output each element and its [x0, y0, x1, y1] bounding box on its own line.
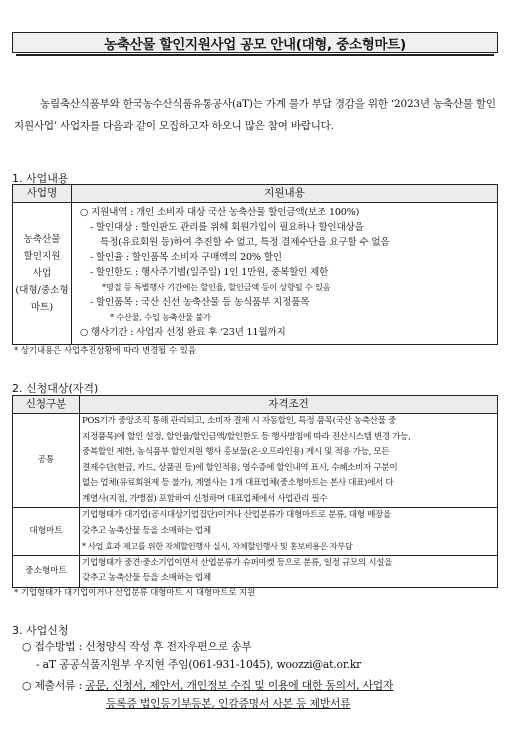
support-line: *명절 등 특별행사 기간에는 할인율, 할인금액 등이 상향될 수 있음: [102, 282, 331, 292]
col-header-support: 지원내용: [72, 185, 498, 203]
docs-label: ○ 제출서류 :: [22, 679, 86, 692]
condition-line: 갖추고 농축산물 등을 소매하는 업체: [82, 573, 211, 583]
condition-line: 갖추고 농축산물 등을 소매하는 업체: [82, 525, 211, 536]
section1-note: * 상기내용은 사업추진상황에 따라 변경될 수 있음: [14, 345, 196, 355]
condition-line: 없는 업체(유료회원제 등 불가), 계열사는 1개 대표업체(중소형마트는 본사 대표)에서 다: [82, 478, 394, 488]
submission-docs-line1: [22, 677, 393, 695]
contact-info: - aT 공공식품지원부 우지현 주임(061-931-1045), woozzi@at.or.kr: [36, 658, 362, 671]
condition-line: 지정품목)에 할인 설정, 할인율/할인금액/할인한도 등 행사방침에 따라 전산시스템 변경 가능,: [82, 431, 411, 442]
docs-list-part1: 공문, 신청서, 제안서, 개인정보 수집 및 이용에 대한 동의서, 사업자: [85, 679, 394, 692]
condition-cell-small-mart: [80, 555, 498, 587]
section2-note: * 기업형태가 대기업이거나 산업분류 대형마트 시 대형마트로 지원: [14, 587, 256, 597]
support-line: * 수산물, 수입 농축산물 불가: [110, 312, 211, 322]
condition-line: 중복할인 제한, 농식품부 할인지원 행사 홍보물(온·오프라인용) 게시 및 적용 가능, 모든: [82, 447, 390, 457]
project-name-line: 할인지원: [23, 251, 61, 262]
submission-method: ○ 접수방법 : 신청양식 작성 후 전자우편으로 송부: [22, 640, 252, 653]
col-header-project-name: 사업명: [13, 185, 72, 203]
eligibility-table: [12, 395, 498, 588]
condition-line: * 사업 효과 제고를 위한 자체할인행사 실시, 자체할인행사 및 홍보비용은 자부담: [82, 541, 353, 551]
condition-cell-large-mart: [80, 508, 498, 556]
type-cell-large-mart: 대형마트: [13, 508, 80, 556]
support-line: 특정(유료회원 등)하여 추진할 수 없고, 특정 결제수단을 요구할 수 없음: [100, 237, 390, 248]
project-name-line: 마트): [30, 302, 54, 313]
submission-docs-line2: 등록증 법인등기부등본, 인감증명서 사본 등 제반서류: [106, 697, 351, 710]
support-line: ○ 행사기간 : 사업자 선정 완료 후 ‘23년 11월까지: [80, 327, 286, 338]
condition-line: 기업형태가 대기업(공시대상기업집단)이거나 산업분류가 대형마트로 분류, 대형 매장을: [82, 510, 391, 520]
project-name-line: (대형/중소형: [15, 285, 69, 296]
support-line: - 할인대상 : 할인판도 관리를 위해 회원가입이 필요하나 할인대상을: [90, 222, 364, 233]
support-line: - 할인율 : 할인품목 소비자 구매액의 20% 할인: [90, 252, 282, 263]
section3-heading: 3. 사업신청: [12, 624, 69, 637]
col-header-condition: 자격조건: [80, 396, 498, 414]
type-cell-small-mart: 중소형마트: [13, 555, 80, 587]
condition-line: 결제수단(현금, 카드, 상품권 등)에 할인적용, 영수증에 할인내역 표시, 수혜소비자 구분이: [82, 462, 398, 473]
condition-line: 기업형태가 중견·중소기업이면서 산업분류가 슈퍼마켓 등으로 분류, 일정 규모의 시설을: [82, 557, 393, 568]
condition-cell-common: [80, 414, 498, 508]
support-content-cell: [72, 203, 498, 345]
support-line: ○ 지원내역 : 개인 소비자 대상 국산 농축산물 할인금액(보조 100%): [80, 207, 360, 218]
project-name-cell: [13, 203, 72, 345]
type-cell-common: 공통: [13, 414, 80, 508]
condition-line: 계열사(지점, 가맹점) 포함하여 신청하며 대표업체에서 사업관리 필수: [82, 493, 328, 504]
col-header-type: 신청구분: [13, 396, 80, 414]
section1-heading: 1. 사업내용: [12, 172, 69, 185]
page-title: [12, 32, 498, 53]
support-line: - 할인한도 : 행사주기별(일주일) 1인 1만원, 중복할인 제한: [90, 267, 329, 278]
condition-line: POS기가 중앙조직 통해 관리되고, 소비자 결제 시 자동할인, 특정 품목(국산 농축산물 중: [82, 416, 397, 426]
page-title-text: 농축산물 할인지원사업 공모 안내(대형, 중소형마트): [104, 36, 406, 53]
section2-heading: 2. 신청대상(자격): [12, 382, 99, 395]
support-line: - 할인품목 : 국산 신선 농축산물 등 농식품부 지정품목: [90, 297, 310, 308]
project-name-line: 사업: [32, 268, 52, 279]
project-name-line: 농축산물: [23, 234, 61, 245]
project-table: [12, 184, 498, 345]
intro-paragraph: 농림축산식품부와 한국농수산식품유통공사(aT)는 가계 물가 부담 경감을 위한 ‘2023년 농축산물 할인지원사업’ 사업자를 다음과 같이 모집하고자 하오니 많은 참여 바랍니다.: [14, 98, 496, 132]
